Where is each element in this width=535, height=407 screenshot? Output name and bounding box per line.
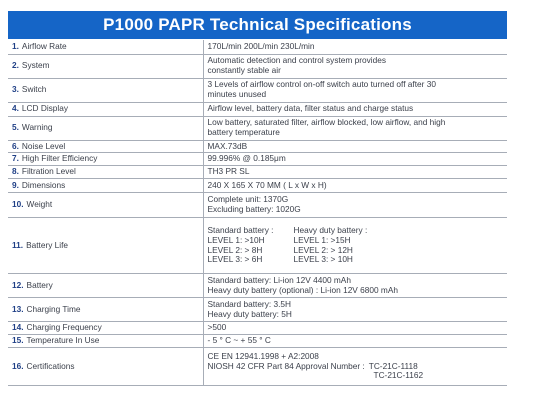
spec-value-line: 240 X 165 X 70 MM ( L x W x H) xyxy=(207,179,327,190)
spec-value-cell xyxy=(203,298,507,322)
spec-value-cell xyxy=(203,218,507,274)
spec-row xyxy=(8,322,507,335)
spec-label-cell xyxy=(8,193,203,218)
spec-row xyxy=(8,116,507,140)
spec-value-cell xyxy=(203,116,507,140)
spec-row xyxy=(8,153,507,166)
spec-value-line: 3 Levels of airflow control on-off switch auto turned off after 30 xyxy=(207,79,436,90)
spec-value-line: MAX.73dB xyxy=(207,140,248,151)
spec-row xyxy=(8,335,507,348)
spec-number: 14. xyxy=(12,322,24,333)
spec-label-cell xyxy=(8,335,203,348)
spec-value-cell xyxy=(203,193,507,218)
spec-number: 7. xyxy=(12,153,19,164)
spec-value-cell xyxy=(203,140,507,153)
spec-number: 6. xyxy=(12,140,19,151)
niosh-approval-code: TC-21C-1162 xyxy=(373,370,424,381)
heavy-duty-battery-column xyxy=(294,226,404,265)
spec-row xyxy=(8,40,507,54)
spec-label: Filtration Level xyxy=(21,166,76,177)
standard-battery-column xyxy=(208,226,294,265)
spec-label: Noise Level xyxy=(21,140,66,151)
spec-value-cell xyxy=(203,78,507,102)
spec-value-cell xyxy=(203,348,507,386)
spec-value-line: TH3 PR SL xyxy=(207,166,250,177)
spec-value-line: Airflow level, battery data, filter status and charge status xyxy=(207,103,414,114)
spec-number: 4. xyxy=(12,103,19,114)
spec-label: Battery Life xyxy=(26,239,69,250)
spec-label: System xyxy=(21,60,50,71)
battery-life-columns xyxy=(208,226,505,265)
spec-number: 13. xyxy=(12,303,24,314)
spec-label: Battery xyxy=(26,279,53,290)
spec-number: 10. xyxy=(12,199,24,210)
spec-value-line: minutes unused xyxy=(207,89,267,99)
certification-niosh xyxy=(208,362,505,372)
niosh-label: NIOSH 42 CFR Part 84 Approval Number : xyxy=(207,360,365,371)
spec-label-cell xyxy=(8,298,203,322)
spec-number: 12. xyxy=(12,279,24,290)
spec-row xyxy=(8,166,507,179)
spec-value-cell xyxy=(203,40,507,54)
spec-row xyxy=(8,218,507,274)
spec-value-cell xyxy=(203,274,507,298)
spec-label: Charging Frequency xyxy=(26,322,102,333)
spec-value-cell xyxy=(203,322,507,335)
certification-ce: CE EN 12941.1998 + A2:2008 xyxy=(207,350,319,361)
spec-row xyxy=(8,54,507,78)
spec-row xyxy=(8,298,507,322)
spec-label-cell xyxy=(8,54,203,78)
spec-label: High Filter Efficiency xyxy=(21,153,98,164)
spec-value-cell xyxy=(203,102,507,116)
spec-label-cell xyxy=(8,40,203,54)
spec-label: Warning xyxy=(21,122,53,133)
spec-value-line: 99.996% @ 0.185μm xyxy=(207,153,286,164)
spec-label-cell xyxy=(8,218,203,274)
spec-value-line: 170L/min 200L/min 230L/min xyxy=(207,40,315,51)
spec-value-line: constantly stable air xyxy=(207,65,281,75)
heavy-battery-level: LEVEL 1: >15H xyxy=(293,234,351,245)
spec-label-cell xyxy=(8,78,203,102)
spec-label: Weight xyxy=(26,199,53,210)
spec-row xyxy=(8,102,507,116)
spec-value-cell xyxy=(203,153,507,166)
spec-value-line: Complete unit: 1370G xyxy=(207,194,289,205)
spec-value-cell xyxy=(203,335,507,348)
spec-value-cell xyxy=(203,179,507,193)
spec-number: 9. xyxy=(12,179,19,190)
spec-value-line: Low battery, saturated filter, airflow blocked, low airflow, and high xyxy=(207,117,446,128)
standard-battery-header: Standard battery : xyxy=(207,225,274,235)
spec-label-cell xyxy=(8,274,203,298)
spec-label: Switch xyxy=(21,84,47,95)
standard-battery-level: LEVEL 3: > 6H xyxy=(207,254,263,265)
spec-value-line: Excluding battery: 1020G xyxy=(207,204,301,215)
spec-value-line: Standard battery: 3.5H xyxy=(207,298,291,309)
spec-label: Airflow Rate xyxy=(21,40,67,51)
specifications-table xyxy=(8,40,507,386)
spec-value-cell xyxy=(203,166,507,179)
page-title: P1000 PAPR Technical Specifications xyxy=(8,11,507,39)
spec-number: 5. xyxy=(12,122,19,133)
heavy-battery-header: Heavy duty battery : xyxy=(293,225,368,235)
standard-battery-level: LEVEL 2: > 8H xyxy=(207,244,263,255)
spec-label-cell xyxy=(8,166,203,179)
spec-number: 2. xyxy=(12,60,19,71)
spec-label: Temperature In Use xyxy=(26,335,100,346)
spec-number: 8. xyxy=(12,166,19,177)
standard-battery-level: LEVEL 1: >10H xyxy=(207,234,265,245)
spec-row xyxy=(8,179,507,193)
spec-row xyxy=(8,140,507,153)
spec-row xyxy=(8,274,507,298)
spec-label: LCD Display xyxy=(21,103,69,114)
spec-label-cell xyxy=(8,348,203,386)
spec-value-line: - 5 ° C ~ + 55 ° C xyxy=(207,335,271,346)
spec-label-cell xyxy=(8,153,203,166)
spec-number: 3. xyxy=(12,84,19,95)
spec-label-cell xyxy=(8,102,203,116)
spec-label-cell xyxy=(8,179,203,193)
spec-value-line: >500 xyxy=(207,322,227,333)
spec-number: 16. xyxy=(12,360,24,371)
heavy-battery-level: LEVEL 2: > 12H xyxy=(293,244,353,255)
spec-value-cell xyxy=(203,54,507,78)
spec-label: Charging Time xyxy=(26,303,81,314)
spec-number: 15. xyxy=(12,335,24,346)
spec-value-line: Heavy duty battery: 5H xyxy=(207,308,292,319)
spec-value-line: Automatic detection and control system provides xyxy=(207,55,386,66)
spec-row xyxy=(8,348,507,386)
niosh-approval-code: TC-21C-1118 xyxy=(368,360,418,371)
spec-row xyxy=(8,193,507,218)
spec-label: Certifications xyxy=(26,360,75,371)
spec-number: 1. xyxy=(12,40,19,51)
spec-label-cell xyxy=(8,116,203,140)
heavy-battery-level: LEVEL 3: > 10H xyxy=(293,254,353,265)
spec-number: 11. xyxy=(12,239,24,250)
spec-value-line: Heavy duty battery (optional) : Li-ion 12V 6800 mAh xyxy=(207,284,398,295)
spec-label-cell xyxy=(8,140,203,153)
spec-value-line: Standard battery: Li-ion 12V 4400 mAh xyxy=(207,274,351,285)
spec-row xyxy=(8,78,507,102)
spec-value-line: battery temperature xyxy=(207,127,280,137)
spec-label: Dimensions xyxy=(21,179,66,190)
spec-label-cell xyxy=(8,322,203,335)
